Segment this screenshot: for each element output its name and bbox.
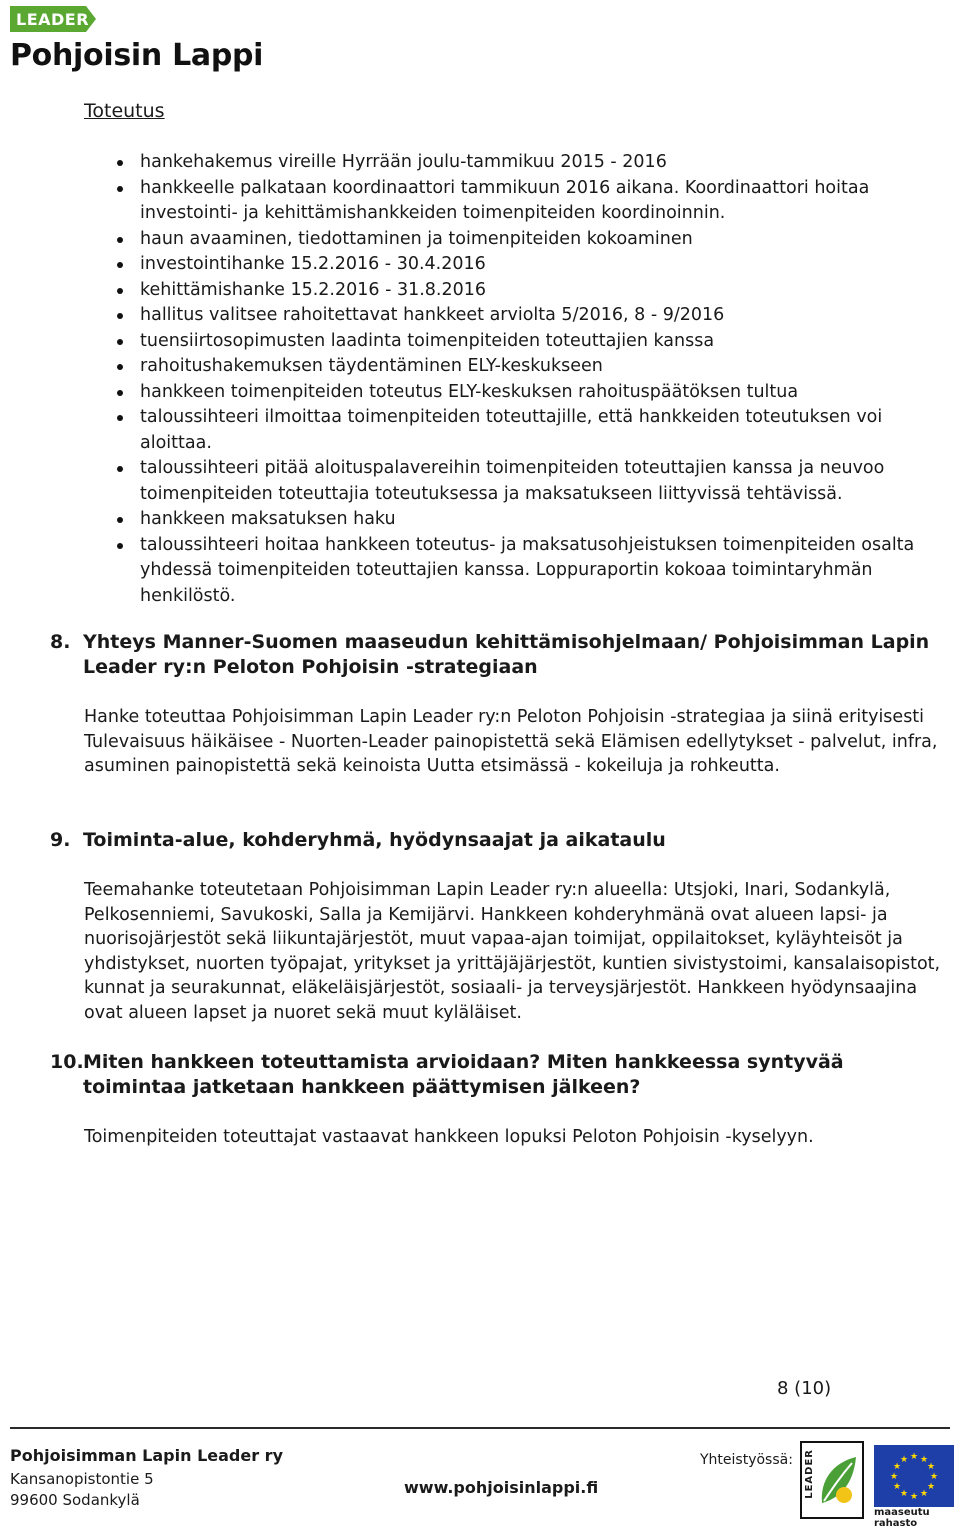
bullet-icon — [117, 288, 123, 294]
bullet-icon — [117, 160, 123, 166]
page-number: 8 (10) — [777, 1378, 832, 1399]
list-item-text: kehittämishanke 15.2.2016 - 31.8.2016 — [140, 279, 487, 300]
section-body-10: Toimenpiteiden toteuttajat vastaavat hankkeen lopuksi Peloton Pohjoisin -kyselyyn. — [84, 1127, 814, 1147]
list-item — [0, 252, 960, 278]
svg-text:★: ★ — [926, 1482, 936, 1492]
bullet-icon — [117, 262, 123, 268]
leader-logo — [800, 1441, 864, 1519]
bullet-icon — [117, 186, 123, 192]
svg-text:★: ★ — [919, 1455, 929, 1465]
list-item — [0, 354, 960, 380]
section-number: 10. — [50, 1051, 84, 1073]
list-item — [0, 507, 960, 533]
section-body-9: Teemahanke toteutetaan Pohjoisimman Lapin Leader ry:n alueella: Utsjoki, Inari, Sodankylä, Pelkosenniemi, Savukoski, Salla ja Kemijärvi. Hankkeen kohderyhmänä ovat alueen lapsi- ja nuorisojärjestöt sekä liikuntajärjestöt, muut vapaa-ajan toimijat, oppilaitokset, kyläyhteisöt ja yhdistykset, nuorten työpajat, yritykset ja yrittäjäjärjestöt, kuntien sivistystoimi, kansalaisopistot, kunnat ja seurakunnat, eläkeläisjärjestöt, sosiaali- ja terveysjärjestöt. Hankkeen hyödynsaajina ovat alueen lapset ja nuoret sekä muut kyläläiset. — [84, 880, 941, 1023]
bullet-icon — [117, 364, 123, 370]
bullet-icon — [117, 339, 123, 345]
svg-text:★: ★ — [909, 1492, 919, 1502]
svg-text:★: ★ — [899, 1455, 909, 1465]
bullet-icon — [117, 313, 123, 319]
bullet-icon — [117, 543, 123, 549]
list-item-text: tuensiirtosopimusten laadinta toimenpiteiden toteuttajien kanssa — [140, 330, 715, 351]
svg-text:★: ★ — [909, 1452, 919, 1462]
list-item — [0, 176, 960, 227]
badge-text: LEADER — [16, 10, 90, 29]
list-item-text: hankkeen maksatuksen haku — [140, 509, 396, 529]
section-number: 8. — [50, 631, 71, 653]
list-item — [0, 405, 960, 456]
footer-address-line2: 99600 Sodankylä — [10, 1491, 140, 1509]
list-item — [0, 303, 960, 329]
footer-address-line1: Kansanopistontie 5 — [10, 1470, 154, 1488]
section-heading-10 — [50, 1050, 950, 1100]
list-item-text: rahoitushakemuksen täydentäminen ELY-keskukseen — [140, 356, 603, 376]
section-link-toteutus[interactable]: Toteutus — [84, 100, 165, 122]
section-heading-8 — [50, 630, 950, 680]
eu-caption: maaseutu rahasto — [874, 1507, 930, 1529]
list-item — [0, 227, 960, 253]
list-item — [0, 278, 960, 304]
section-heading-9 — [50, 828, 950, 853]
list-item-text: haun avaaminen, tiedottaminen ja toimenpiteiden kokoaminen — [140, 228, 693, 249]
bullet-icon — [117, 466, 123, 472]
svg-text:★: ★ — [919, 1489, 929, 1499]
leader-logo-text: LEADER — [804, 1449, 815, 1499]
svg-text:★: ★ — [926, 1462, 936, 1472]
eu-flag-icon — [874, 1445, 954, 1507]
eu-stars-icon — [874, 1445, 954, 1507]
svg-text:★: ★ — [892, 1482, 902, 1492]
list-item-text: taloussihteeri ilmoittaa toimenpiteiden toteuttajille, että hankkeiden toteutuksen voi aloittaa. — [140, 407, 883, 453]
list-item — [0, 150, 960, 176]
list-item-text: hallitus valitsee rahoitettavat hankkeet arviolta 5/2016, 8 - 9/2016 — [140, 305, 725, 325]
list-item-text: hankkeelle palkataan koordinaattori tammikuun 2016 aikana. Koordinaattori hoitaa investointi- ja kehittämishankkeiden toimenpiteiden koordinoinnin. — [140, 177, 870, 223]
section-heading-text: Toiminta-alue, kohderyhmä, hyödynsaajat ja aikataulu — [83, 829, 666, 851]
footer-website-link[interactable]: www.pohjoisinlappi.fi — [404, 1478, 599, 1497]
footer-cooperation-label: Yhteistyössä: — [700, 1452, 793, 1468]
svg-text:★: ★ — [929, 1472, 939, 1482]
section-body-8: Hanke toteuttaa Pohjoisimman Lapin Leader ry:n Peloton Pohjoisin -strategiaa ja siinä erityisesti Tulevaisuus häikäisee - Nuorten-Leader painopistettä sekä Elämisen edellytykset - palvelut, infra, asuminen painopistettä sekä keinoista Uutta etsimässä - kokeiluja ja rohkeutta. — [84, 707, 938, 777]
bullet-icon — [117, 415, 123, 421]
leaf-icon — [814, 1451, 864, 1511]
bullet-icon — [117, 517, 123, 523]
brand-title: Pohjoisin Lappi — [10, 38, 264, 73]
leader-badge-logo — [10, 6, 96, 32]
implementation-bullet-list — [0, 150, 960, 609]
footer-org-name: Pohjoisimman Lapin Leader ry — [10, 1446, 283, 1465]
list-item-text: investointihanke 15.2.2016 - 30.4.2016 — [140, 254, 486, 274]
list-item — [0, 380, 960, 406]
list-item — [0, 533, 960, 610]
section-heading-text: Miten hankkeen toteuttamista arvioidaan? Miten hankkeessa syntyvää toimintaa jatketaan hankkeen päättymisen jälkeen? — [83, 1051, 844, 1098]
bullet-icon — [117, 237, 123, 243]
footer-divider — [10, 1427, 950, 1429]
list-item-text: taloussihteeri hoitaa hankkeen toteutus- ja maksatusohjeistuksen toimenpiteiden osalta yhdessä toimenpiteiden toteuttajien kanssa. Loppuraportin kokoaa toimintaryhmän henkilöstö. — [140, 534, 915, 606]
list-item-text: taloussihteeri pitää aloituspalavereihin toimenpiteiden toteuttajien kanssa ja neuvoo toimenpiteiden toteuttajia toteutuksessa ja maksatukseen liittyvissä tehtävissä. — [140, 458, 885, 504]
list-item — [0, 329, 960, 355]
list-item-text: hankkeen toimenpiteiden toteutus ELY-keskuksen rahoituspäätöksen tultua — [140, 381, 799, 402]
svg-text:★: ★ — [892, 1462, 902, 1472]
list-item-text: hankehakemus vireille Hyrrään joulu-tammikuu 2015 - 2016 — [140, 152, 667, 172]
section-number: 9. — [50, 829, 71, 851]
bullet-icon — [117, 390, 123, 396]
svg-text:★: ★ — [899, 1489, 909, 1499]
section-heading-text: Yhteys Manner-Suomen maaseudun kehittämisohjelmaan/ Pohjoisimman Lapin Leader ry:n Peloton Pohjoisin -strategiaan — [83, 631, 930, 678]
svg-text:★: ★ — [889, 1472, 899, 1482]
list-item — [0, 456, 960, 507]
